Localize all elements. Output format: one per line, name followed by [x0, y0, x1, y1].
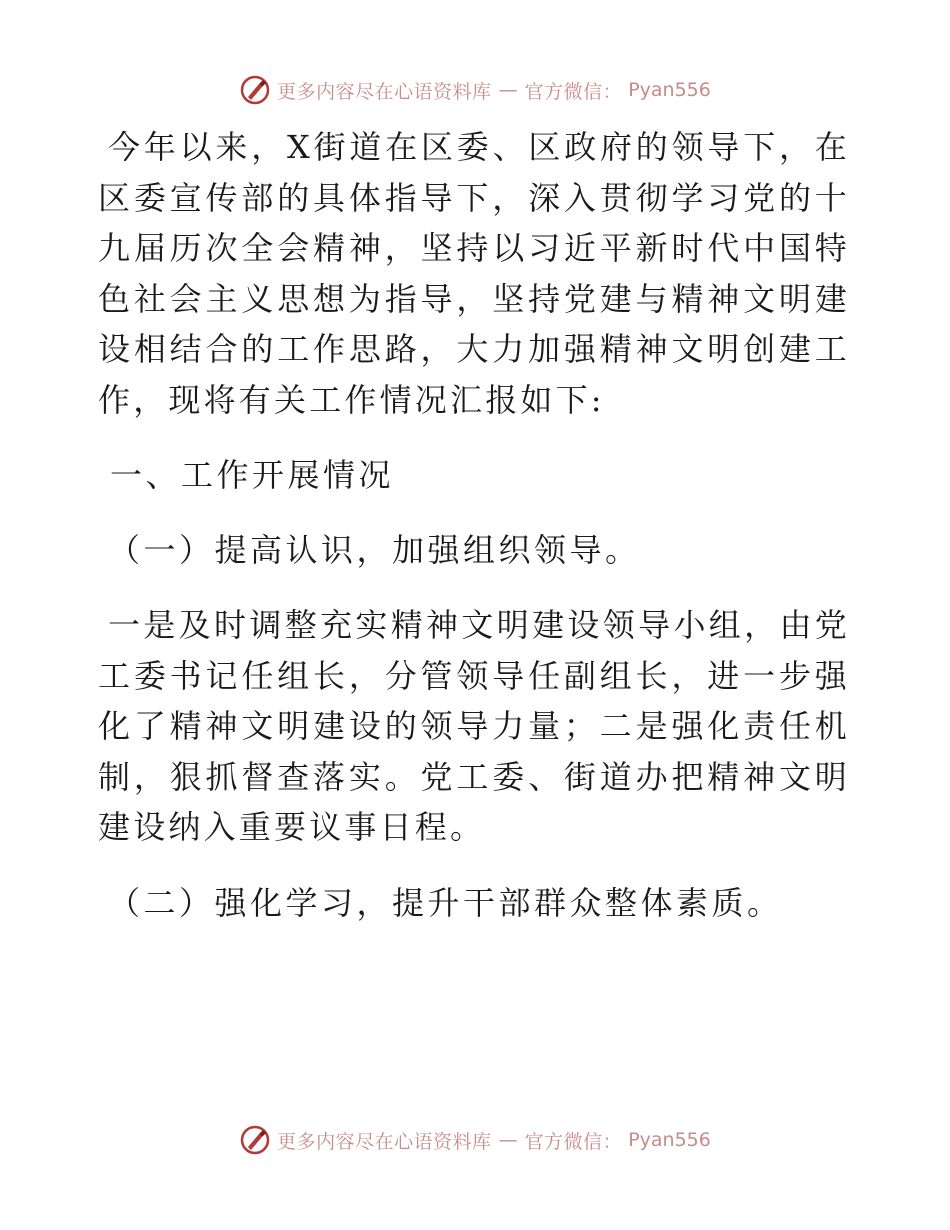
watermark-text: 更多内容尽在心语资料库: [277, 80, 492, 103]
watermark-text: 更多内容尽在心语资料库: [277, 1130, 492, 1153]
watermark-wechat-id: Pyan556: [628, 1129, 711, 1151]
pen-logo-icon: [239, 1124, 271, 1156]
watermark-official-label: 官方微信：: [524, 80, 623, 103]
watermark-wechat-id: Pyan556: [628, 79, 711, 101]
subsection-heading-1: （一）提高认识，加强组织领导。: [108, 531, 641, 569]
section-heading-1: 一、工作开展情况: [110, 456, 395, 494]
watermark-separator: —: [498, 79, 518, 101]
pen-logo-icon: [239, 74, 271, 106]
subsection-heading-2: （二）强化学习，提升干部群众整体素质。: [108, 883, 783, 922]
intro-paragraph: 今年以来，X街道在区委、区政府的领导下，在区委宣传部的具体指导下，深入贯彻学习党的十九届历次全会精神，坚持以习近平新时代中国特色社会主义思想为指导，坚持党建与精神文明建设相结合的工作思路，大力加强精神文明创建工作，现将有关工作情况汇报如下:: [98, 128, 850, 419]
document-body: [98, 122, 850, 928]
header-watermark: [0, 72, 950, 108]
watermark-separator: —: [498, 1129, 518, 1151]
footer-watermark: [0, 1122, 950, 1158]
watermark-official-label: 官方微信：: [524, 1130, 623, 1153]
body-paragraph-1: 一是及时调整充实精神文明建设领导小组，由党工委书记任组长，分管领导任副组长，进一步强化了精神文明建设的领导力量；二是强化责任机制，狠抓督查落实。党工委、街道办把精神文明建设纳入重要议事日程。: [98, 606, 850, 846]
